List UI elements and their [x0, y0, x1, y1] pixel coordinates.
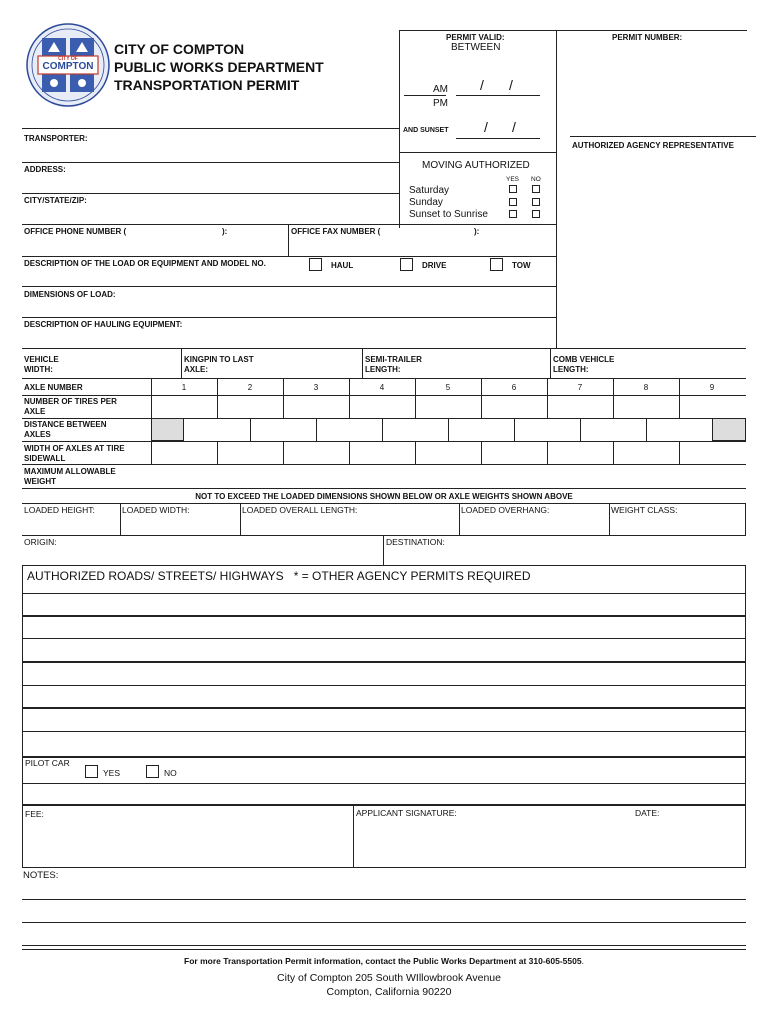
sunday-no-checkbox[interactable]	[532, 198, 540, 206]
office-fax-label: OFFICE FAX NUMBER (	[291, 227, 381, 236]
city-state-zip-field[interactable]	[22, 224, 556, 225]
fee-label: FEE:	[25, 809, 44, 819]
city-state-zip-label: CITY/STATE/ZIP:	[24, 196, 87, 205]
applicant-signature-label: APPLICANT SIGNATURE:	[356, 808, 457, 818]
sunset-no-checkbox[interactable]	[532, 210, 540, 218]
pilot-yes-checkbox[interactable]	[85, 765, 98, 778]
vehicle-width-label: VEHICLE WIDTH:	[24, 355, 59, 374]
moving-day-sunday: Sunday	[409, 197, 443, 208]
authorized-roads-heading: AUTHORIZED ROADS/ STREETS/ HIGHWAYS * = OTHER AGENCY PERMITS REQUIRED	[27, 569, 531, 583]
sunset-yes-checkbox[interactable]	[509, 210, 517, 218]
axle-number-label: AXLE NUMBER	[24, 383, 83, 392]
drive-checkbox[interactable]	[400, 258, 413, 271]
axle-number-9: 9	[709, 383, 715, 392]
office-fax-close: ):	[474, 227, 480, 236]
am-label: AM	[433, 84, 448, 95]
load-dimensions-field[interactable]	[22, 317, 556, 318]
pilot-no-checkbox[interactable]	[146, 765, 159, 778]
loaded-notice: NOT TO EXCEED THE LOADED DIMENSIONS SHOWN BELOW OR AXLE WEIGHTS SHOWN ABOVE	[195, 492, 573, 501]
destination-label: DESTINATION:	[386, 537, 445, 547]
axle-number-2: 2	[247, 383, 253, 392]
title-city: CITY OF COMPTON	[114, 41, 245, 57]
pilot-yes-label: YES	[103, 768, 121, 778]
date-slash-4: /	[512, 119, 516, 135]
moving-day-sunset: Sunset to Sunrise	[409, 209, 488, 220]
address-line-1: City of Compton 205 South WIllowbrook Avenue	[277, 972, 501, 984]
sunday-yes-checkbox[interactable]	[509, 198, 517, 206]
load-dimensions-label: DIMENSIONS OF LOAD:	[24, 290, 116, 299]
pilot-car-label: PILOT CAR	[25, 758, 70, 768]
saturday-no-checkbox[interactable]	[532, 185, 540, 193]
office-phone-close: ):	[222, 227, 228, 236]
rep-signature-line[interactable]	[570, 136, 756, 137]
tow-label: TOW	[512, 261, 531, 270]
moving-authorized-title: MOVING AUTHORIZED	[422, 160, 530, 171]
axle-number-4: 4	[379, 383, 385, 392]
transporter-field[interactable]	[22, 162, 400, 163]
axle-number-6: 6	[511, 383, 517, 392]
contact-text: For more Transportation Permit information, contact the Public Works Department at 310-605-5505	[184, 956, 582, 966]
date-slash-3: /	[484, 119, 488, 135]
tires-per-axle-label: NUMBER OF TIRES PER AXLE	[24, 397, 117, 416]
and-sunset-label: AND SUNSET	[403, 127, 449, 134]
notes-label: NOTES:	[23, 870, 59, 881]
loaded-overhang-label: LOADED OVERHANG:	[461, 505, 550, 515]
origin-label: ORIGIN:	[24, 537, 57, 547]
office-phone-label: OFFICE PHONE NUMBER (	[24, 227, 127, 236]
seal-text-main: COMPTON	[42, 61, 94, 72]
haul-label: HAUL	[331, 261, 354, 270]
seal-text-top: CITY OF	[58, 56, 78, 62]
distance-shaded-end	[712, 418, 746, 441]
weight-class-label: WEIGHT CLASS:	[611, 505, 678, 515]
permit-number-label: PERMIT NUMBER:	[612, 33, 683, 42]
road-line-3[interactable]	[22, 685, 746, 686]
tow-checkbox[interactable]	[490, 258, 503, 271]
title-department: PUBLIC WORKS DEPARTMENT	[114, 59, 324, 75]
moving-yes-header: YES	[506, 176, 520, 183]
max-weight-label: MAXIMUM ALLOWABLE WEIGHT	[24, 467, 116, 486]
transporter-label: TRANSPORTER:	[24, 134, 88, 143]
permit-valid-label: PERMIT VALID:	[446, 33, 505, 42]
address-label: ADDRESS:	[24, 165, 66, 174]
pm-label: PM	[433, 98, 448, 109]
date-slash-2: /	[509, 77, 513, 93]
title-permit: TRANSPORTATION PERMIT	[114, 77, 300, 93]
axle-number-1: 1	[181, 383, 187, 392]
hauling-equipment-field[interactable]	[22, 348, 746, 349]
axle-number-8: 8	[643, 383, 649, 392]
road-line-2[interactable]	[22, 638, 746, 639]
loaded-width-label: LOADED WIDTH:	[122, 505, 190, 515]
address-field[interactable]	[22, 193, 400, 194]
loaded-overall-length-label: LOADED OVERALL LENGTH:	[242, 505, 358, 515]
between-label: BETWEEN	[451, 42, 501, 53]
hauling-equipment-label: DESCRIPTION OF HAULING EQUIPMENT:	[24, 320, 183, 329]
axle-width-label: WIDTH OF AXLES AT TIRE SIDEWALL	[24, 444, 125, 463]
saturday-yes-checkbox[interactable]	[509, 185, 517, 193]
authorized-rep-label: AUTHORIZED AGENCY REPRESENTATIVE	[572, 141, 734, 150]
notes-line-1[interactable]	[22, 899, 746, 900]
date-slash-1: /	[480, 77, 484, 93]
loaded-height-label: LOADED HEIGHT:	[24, 505, 95, 515]
address-line-2: Compton, California 90220	[326, 986, 452, 998]
distance-between-axles-label: DISTANCE BETWEEN AXLES	[24, 420, 107, 439]
axle-number-5: 5	[445, 383, 451, 392]
end-date-line[interactable]	[456, 138, 540, 139]
start-time-line[interactable]	[404, 95, 446, 96]
distance-shaded-start	[151, 418, 184, 441]
contact-info	[0, 956, 768, 967]
road-line-4[interactable]	[22, 731, 746, 732]
pilot-no-label: NO	[164, 768, 177, 778]
axle-number-3: 3	[313, 383, 319, 392]
start-date-line[interactable]	[456, 95, 540, 96]
load-description-label: DESCRIPTION OF THE LOAD OR EQUIPMENT AND MODEL NO.	[24, 259, 266, 268]
moving-day-saturday: Saturday	[409, 185, 450, 196]
notes-line-2[interactable]	[22, 922, 746, 923]
semi-trailer-label: SEMI-TRAILER LENGTH:	[365, 355, 422, 374]
axle-number-7: 7	[577, 383, 583, 392]
comb-vehicle-label: COMB VEHICLE LENGTH:	[553, 355, 615, 374]
haul-checkbox[interactable]	[309, 258, 322, 271]
drive-label: DRIVE	[422, 261, 447, 270]
road-line-1[interactable]	[22, 593, 746, 594]
kingpin-label: KINGPIN TO LAST AXLE:	[184, 355, 254, 374]
contact-period: .	[581, 956, 584, 966]
moving-no-header: NO	[531, 176, 541, 183]
date-label: DATE:	[635, 808, 660, 818]
